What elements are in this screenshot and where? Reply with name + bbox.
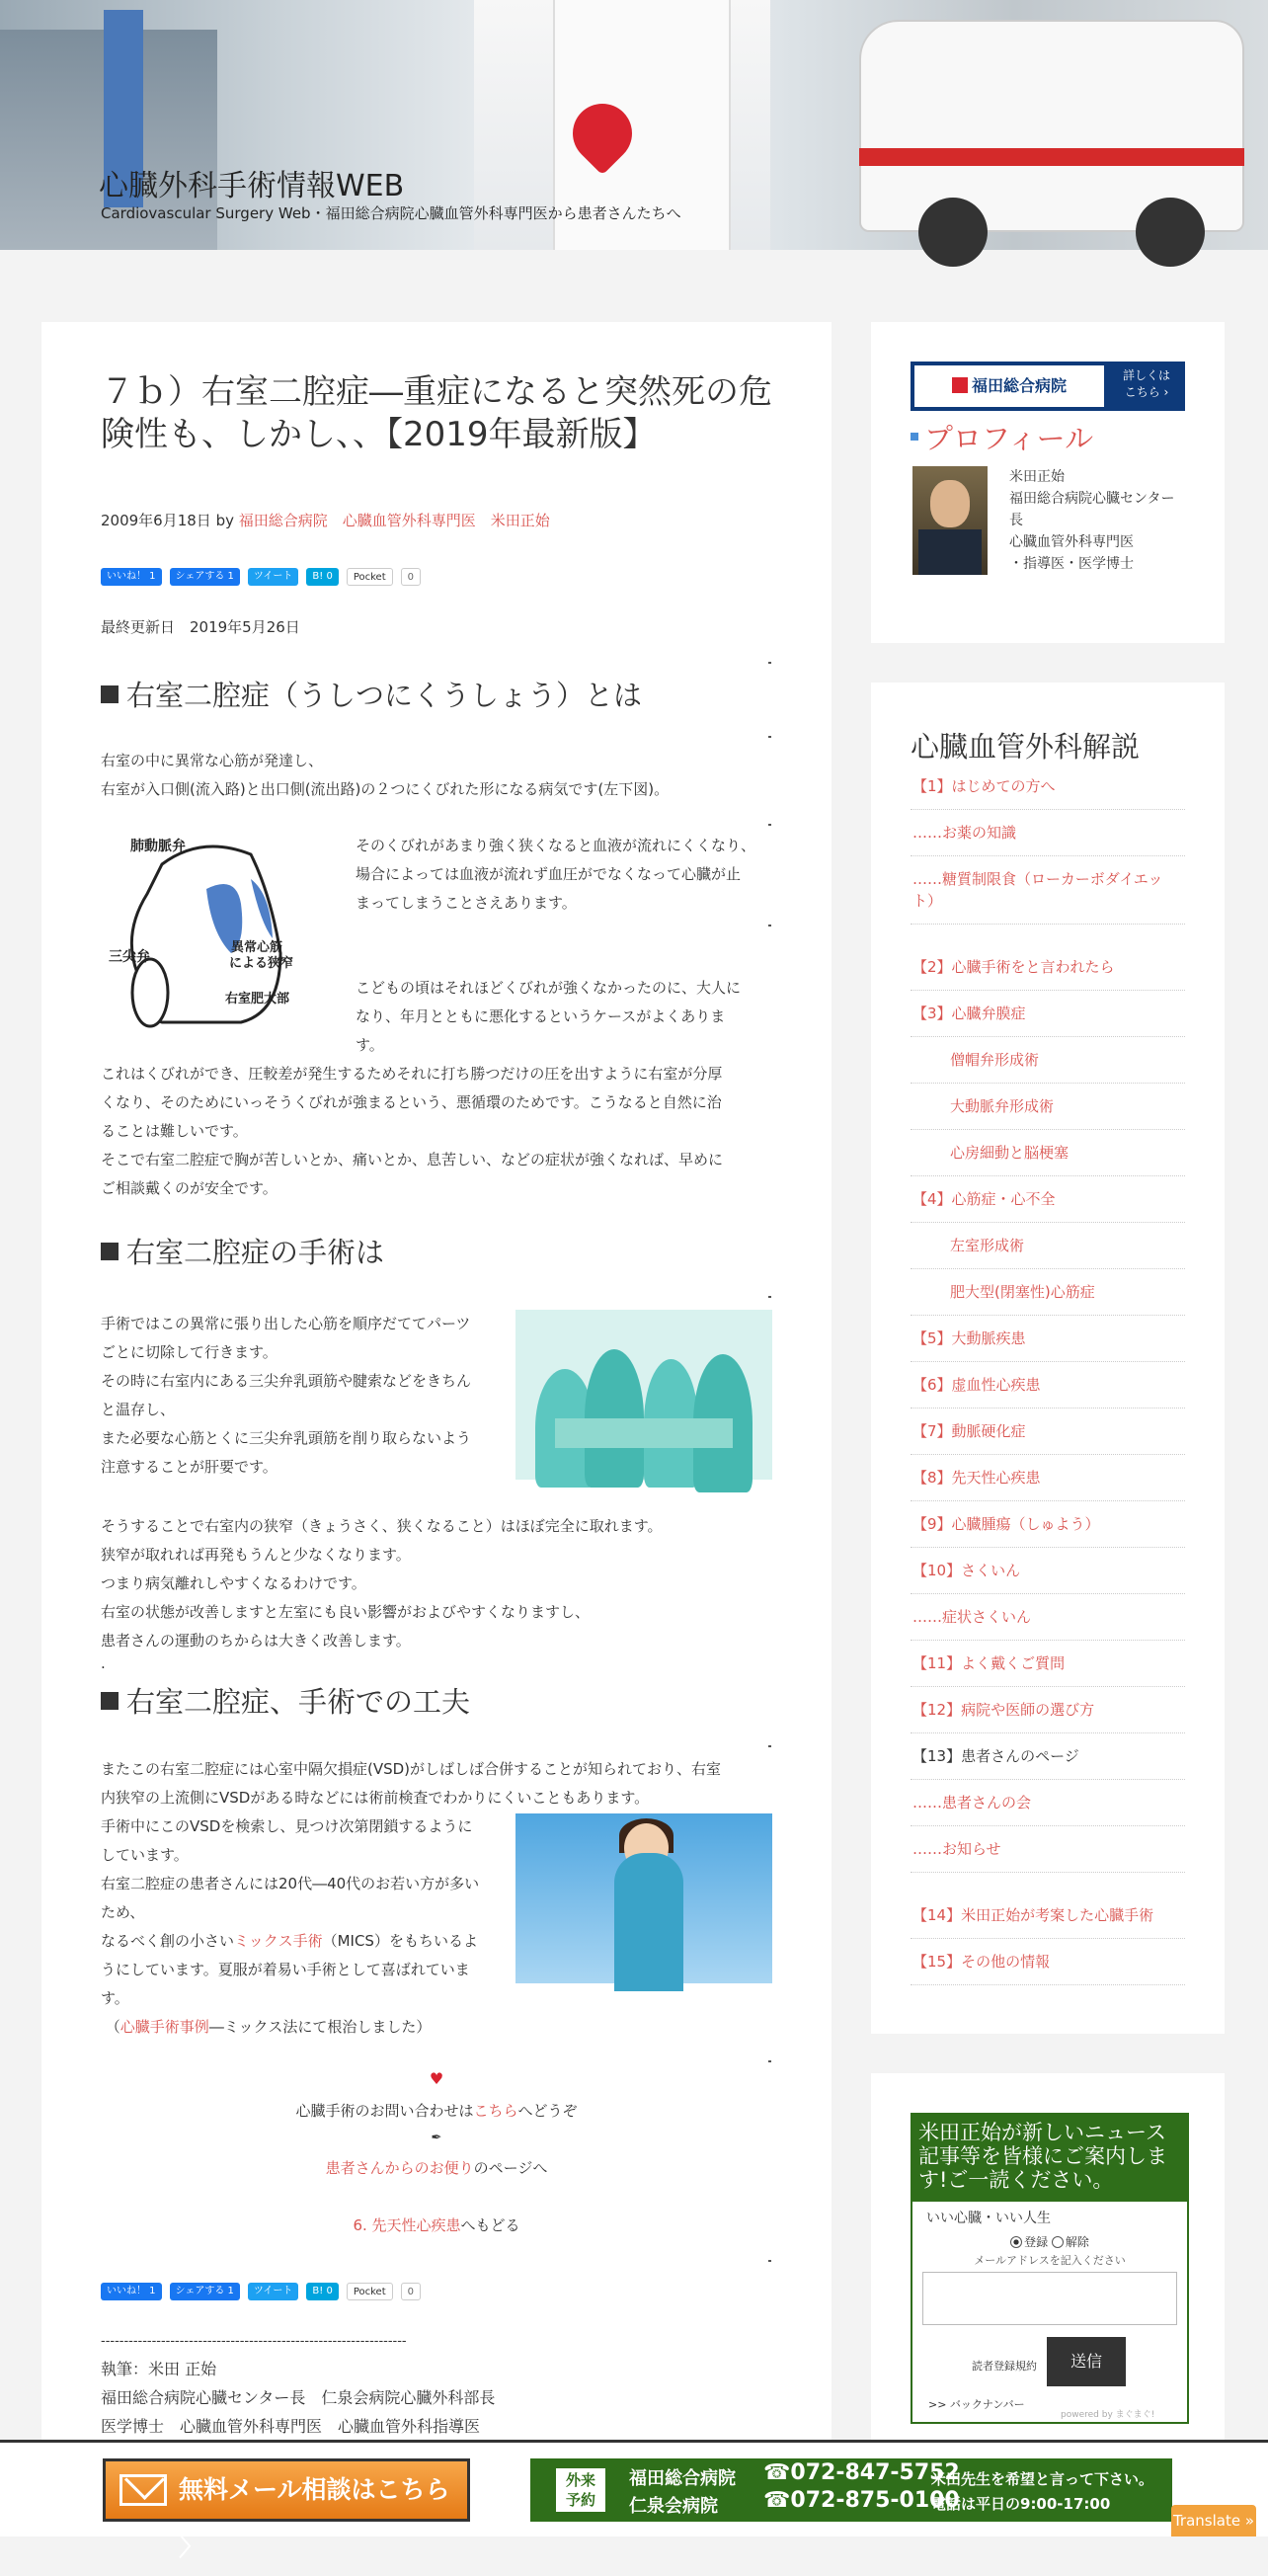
banner-hospital-name: 福田総合病院 [971,376,1067,395]
phone-icon: ☎ [763,2488,791,2513]
dot-marker [768,824,771,826]
square-bullet-icon [101,1243,119,1260]
quill-mark [101,2124,772,2152]
tweet-button[interactable]: ツイート [248,568,299,586]
sidebar-menu-item[interactable]: 心房細動と脳梗塞 [911,1130,1185,1176]
surgery-team-illustration [515,1310,772,1480]
hatena-button[interactable]: B! 0 [306,568,338,586]
profile-photo [912,466,988,575]
contact-line: 心臓手術のお問い合わせはこちらへどうぞ [295,2102,578,2120]
dot-marker [768,662,771,664]
terms-link[interactable]: 読者登録規約 [972,2360,1037,2373]
dot-marker [768,1296,771,1298]
site-header [0,0,1268,250]
hospital-1: 福田総合病院 [629,2468,736,2489]
article-title: ７ｂ）右室二腔症―重症になると突然死の危険性も、しかし、、【2019年最新版】 [101,372,772,454]
email-hint: メールアドレスを記入ください [974,2254,1126,2267]
radio-unsubscribe[interactable] [1052,2236,1064,2248]
menu-widget [871,683,1225,2034]
sidebar-menu-item[interactable]: 【8】先天性心疾患 [911,1455,1185,1501]
young-woman-photo [515,1813,772,1983]
profile-widget [871,322,1225,643]
square-bullet-icon [101,1692,119,1710]
profile-heading: プロフィール [911,417,1093,457]
sidebar-menu-item[interactable]: 【10】さくいん [911,1548,1185,1594]
letters-link[interactable]: 患者さんからのお便り [325,2159,474,2177]
translate-button[interactable]: Translate » [1171,2505,1256,2536]
fixed-contact-bar [0,2440,1268,2561]
letters-line: 患者さんからのお便りのページへ [325,2159,548,2177]
phone-note-1: 米田先生を希望と言って下さい。 [931,2470,1154,2488]
sidebar-menu-item[interactable]: ……お薬の知識 [911,810,1185,856]
ambulance-image [859,20,1244,232]
sidebar-menu-item[interactable]: ……糖質制限食（ローカーボダイエット） [911,856,1185,925]
section-heading-1: 右室二腔症（うしつにくうしょう）とは [101,674,642,714]
ambulance-wheel [1136,198,1205,267]
paragraph-3: こどもの頃はそれほどくびれが強くなかったのに、大人に なり、年月とともに悪化するというケースがよくありま す。 [356,979,742,1054]
fb-share-button[interactable]: シェアする 1 [170,568,240,586]
label-stenosis: による狭窄 [229,956,294,971]
paragraph-4: これはくびれができ、圧較差が発生するためそれに打ち勝つだけの圧を出すように右室が分厚 くなり、そのためにいっそうくびれが強まるという、悪循環のためです。こうなると自然に治 ることは難しいです。 そこで右室二腔症で胸が苦しいとか、痛いとか、息苦しい、などの症状が強くなれば、早めに ご相談戴くのが安全です。 [101,1065,724,1197]
sidebar-menu-item[interactable]: ……症状さくいん [911,1594,1185,1641]
paragraph-8: 手術中にこのVSDを検索し、見つけ次第閉鎖するように しています。 右室二腔症の患者さんには20代―40代のお若い方が多い ため、 なるべく創の小さいミックス手術（MICS）をもちいるよ うにしています。夏服が着易い手術として喜ばれていま す。 （心臓手術事例―ミックス法にて根治しました） [101,1817,480,2036]
tweet-button[interactable]: ツイート [248,2283,299,2300]
bullet-icon [911,433,918,441]
newsletter-widget [871,2073,1225,2468]
ambulance-wheel [918,198,988,267]
sidebar-menu-item[interactable]: 【2】心臓手術をと言われたら [911,944,1185,991]
menu-heading: 心臓血管外科解説 [911,730,1141,764]
divider-line: ------------------------------------------------------------------ [101,2334,407,2349]
square-bullet-icon [101,685,119,703]
mics-link[interactable]: ミックス手術 [234,1932,323,1950]
free-mail-consult-button[interactable]: 無料メール相談はこちら 〉 [103,2458,470,2522]
email-input[interactable] [922,2272,1177,2325]
share-buttons-bottom [101,2283,421,2302]
fb-like-button[interactable]: いいね！ 1 [101,568,162,586]
sidebar-menu-item[interactable]: 【14】米田正始が考案した心臓手術 [911,1892,1185,1939]
phone-reservation-banner[interactable] [530,2458,1172,2522]
subscribe-options: 登録 解除 [912,2233,1187,2250]
heart-diagram-figure [103,835,359,1042]
sidebar-menu-item[interactable]: 大動脈弁形成術 [911,1084,1185,1130]
phone-icon: ☎ [763,2460,791,2485]
section-heading-2: 右室二腔症の手術は [101,1231,384,1271]
site-description: Cardiovascular Surgery Web・福田総合病院心臓血管外科専門医から患者さんたちへ [101,204,681,222]
sidebar-menu-item[interactable]: 【9】心臓腫瘍（しゅよう） [911,1501,1185,1548]
sidebar-menu-item[interactable]: 肥大型(閉塞性)心筋症 [911,1269,1185,1316]
phone-note-2: 電話は平日の9:00-17:00 [931,2495,1111,2513]
sidebar-menu-item[interactable]: 左室形成術 [911,1223,1185,1269]
label-abnormal-muscle: 異常心筋 [231,940,283,955]
powered-by: powered by まぐまぐ! [1061,2410,1155,2420]
byline: 執筆：米田 正始 福田総合病院心臓センター長 仁泉会病院心臓外科部長 医学博士 心臓血管外科専門医 心臓血管外科指導医 [101,2360,496,2436]
sidebar-menu-item[interactable]: ……お知らせ [911,1826,1185,1873]
fb-share-button[interactable]: シェアする 1 [170,2283,240,2300]
sidebar-menu [911,764,1185,1985]
ambulance-stripe [859,148,1244,166]
sidebar-menu-item[interactable]: 【5】大動脈疾患 [911,1316,1185,1362]
section-heading-3: 右室二腔症、手術での工夫 [101,1680,470,1721]
label-tricuspid-valve: 三尖弁 [109,949,150,965]
article-card [41,322,832,2536]
sidebar-menu-item[interactable]: 【7】動脈硬化症 [911,1409,1185,1455]
outpatient-badge: 外来 予約 [556,2468,605,2512]
dot-marker [768,2060,771,2062]
sidebar-menu-item[interactable]: 【6】虚血性心疾患 [911,1362,1185,1409]
newsletter-name: いい心臓・いい人生 [926,2211,1051,2226]
submit-button[interactable]: 送信 [1047,2337,1126,2386]
quill-icon: ✒ [431,2131,442,2145]
envelope-icon [119,2474,167,2506]
author-link[interactable]: 福田総合病院 心臓血管外科専門医 米田正始 [238,512,550,529]
paragraph-6: そうすることで右室内の狭窄（きょうさく、狭くなること）はほぼ完全に取れます。 狭窄が取れれば再発もうんと少なくなります。 つまり病気離れしやすくなるわけです。 右室の状態が改善しますと左室にも良い影響がおよびやすくなりますし、 患者さんの運動のちからは大きく改善します。 . [101,1517,663,1672]
hatena-button[interactable]: B! 0 [306,2283,338,2300]
phone-1: ☎072-847-5752 [763,2460,960,2485]
label-rv-hypertrophy: 右室肥大部 [225,992,290,1006]
heart-mark [101,2064,772,2094]
sidebar-menu-item[interactable]: 僧帽弁形成術 [911,1037,1185,1084]
dot-marker [768,2260,771,2262]
back-link[interactable]: 6. 先天性心疾患 [353,2216,461,2234]
paragraph-7: またこの右室二腔症には心室中隔欠損症(VSD)がしばしば合併することが知られており、右室 内狭窄の上流側にVSDがある時などには術前検査でわかりにくいこともあります。 [101,1760,722,1807]
post-date: 2009年6月18日 by [101,512,239,529]
pocket-count: 0 [401,2283,421,2300]
case-link[interactable]: 心臓手術事例 [119,2018,209,2036]
sidebar-menu-item[interactable]: 【11】よく戴くご質問 [911,1641,1185,1687]
heart-icon: ♥ [429,2069,444,2088]
hospital-2: 仁泉会病院 [629,2496,718,2517]
fb-like-button[interactable]: いいね！ 1 [101,2283,162,2300]
sidebar-menu-item[interactable]: 【4】心筋症・心不全 [911,1176,1185,1223]
sidebar-menu-item[interactable]: 【1】はじめての方へ [911,764,1185,810]
hospital-logo-icon [952,377,968,393]
sidebar-menu-item[interactable]: 【15】その他の情報 [911,1939,1185,1985]
paragraph-5: 手術ではこの異常に張り出した心筋を順序だててパーツ ごとに切除して行きます。 その時に右室内にある三尖弁乳頭筋や腱索などをきちん と温存し、 また必要な心筋とくに三尖弁乳頭筋を削り取らないよう 注意することが肝要です。 [101,1315,472,1476]
share-buttons-top [101,568,421,588]
article-meta [101,510,550,530]
sidebar-menu-item[interactable]: ……患者さんの会 [911,1780,1185,1826]
back-line: 6. 先天性心疾患へもどる [353,2216,520,2234]
pocket-count: 0 [401,568,421,586]
profile-text: 米田正始 福田総合病院心臓センター長 心臓血管外科専門医 ・指導医・医学博士 [1009,469,1175,572]
dot-marker [768,736,771,738]
site-title[interactable]: 心臓外科手術情報WEB [99,169,405,203]
hospital-banner[interactable]: 福田総合病院 詳しくは こちら › [911,362,1185,411]
dot-marker [768,1745,771,1747]
dot-marker [768,925,771,926]
paragraph-1: 右室の中に異常な心筋が発達し、 右室が入口側(流入路)と出口側(流出路)の２つにくびれた形になる病気です(左下図)。 [101,752,670,798]
label-pulmonary-valve: 肺動脈弁 [130,839,186,854]
pocket-button[interactable]: Pocket [347,568,393,586]
paragraph-2: そのくびれがあまり強く狭くなると血液が流れにくくなり、 場合によっては血液が流れず血圧がでなくなって心臓が止 まってしまうことさえあります。 [356,837,756,912]
newsletter-heading: 米田正始が新しいニュース記事等を皆様にご案内します!ご一読ください。 [912,2115,1187,2202]
newsletter-box [911,2113,1189,2424]
sidebar-menu-item[interactable]: 【13】患者さんのページ [911,1733,1185,1780]
sidebar-menu-item[interactable]: 【3】心臓弁膜症 [911,991,1185,1037]
backnumber-link[interactable]: >> バックナンバー [928,2398,1025,2411]
pocket-button[interactable]: Pocket [347,2283,393,2300]
radio-subscribe[interactable] [1010,2236,1022,2248]
phone-2: ☎072-875-0100 [763,2488,960,2513]
sidebar-menu-item[interactable]: 【12】病院や医師の選び方 [911,1687,1185,1733]
updated-date: 最終更新日 2019年5月26日 [101,618,300,636]
contact-link[interactable]: こちら [473,2102,518,2120]
